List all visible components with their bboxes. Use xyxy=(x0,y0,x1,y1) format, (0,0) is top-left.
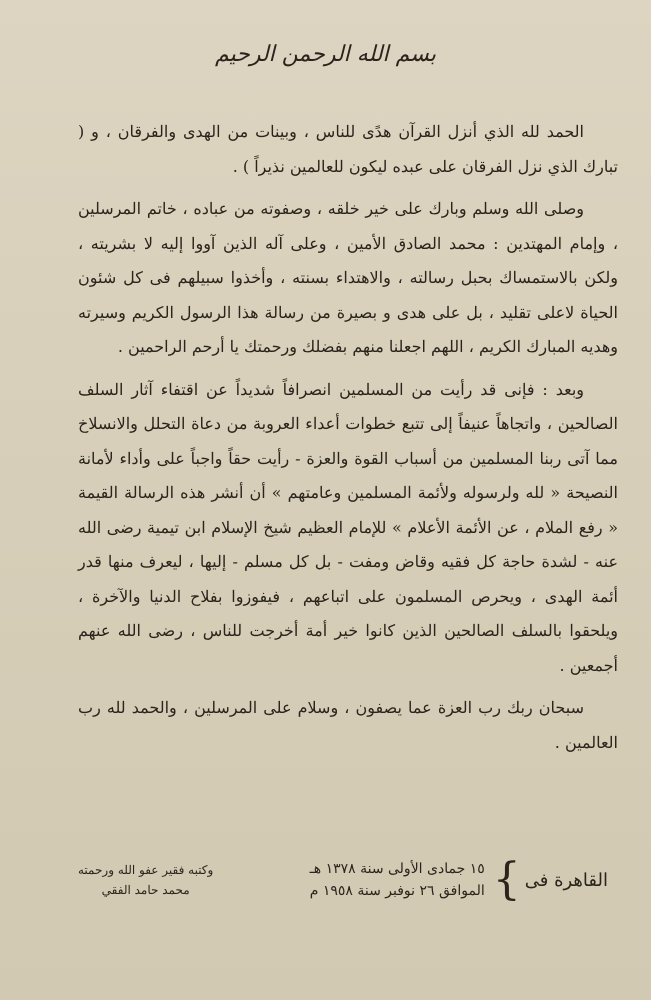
paragraph-closing: سبحان ربك رب العزة عما يصفون ، وسلام على المرسلين ، والحمد لله رب العالمين . xyxy=(78,698,618,752)
footer-date-hijri: ١٥ جمادى الأولى سنة ١٣٧٨ هـ xyxy=(309,861,485,877)
footer-signature xyxy=(78,860,213,900)
document-footer xyxy=(78,854,608,905)
signature-line-1: وكتبه فقير عفو الله ورحمته xyxy=(78,863,214,877)
footer-place: القاهرة فى xyxy=(524,869,608,891)
footer-date-gregorian: الموافق ٢٦ نوفبر سنة ١٩٥٨ م xyxy=(309,883,485,899)
footer-dates xyxy=(310,858,485,902)
brace-icon: } xyxy=(492,854,521,905)
paragraph-salutation: وصلى الله وسلم وبارك على خير خلقه ، وصفوته من عباده ، خاتم المرسلين ، وإمام المهتدين : محمد الصادق الأمين ، وعلى آله الذين آووا إليه لا بشريته ، ولكن بالاستمساك بحبل رسالته ، والاهتداء بسنته ، وأخذوا سبيلهم فى كل شئون الحياة لاعلى تقليد ، بل على هدى و بصيرة من رسالة هذا الرسول الكريم وسيرته وهديه المبارك الكريم ، اللهم اجعلنا منهم بفضلك ورحمتك يا أرحم الراحمين . xyxy=(78,199,618,356)
paragraph-praise: الحمد لله الذي أنزل القرآن هدًى للناس ، وبينات من الهدى والفرقان ، و ( تبارك الذي نزل الفرقان على عبده ليكون للعالمين نذيراً ) . xyxy=(78,122,618,176)
paragraph-intent: وبعد : فإنى قد رأيت من المسلمين انصرافاً شديداً عن اقتفاء آثار السلف الصالحين ، واتجاهاً عنيفاً إلى تتبع خطوات أعداء العروبة من دعاة التحلل والانسلاخ مما آتى ربنا المسلمين من أسباب القوة والعزة - رأيت حقاً واجباً على وأداء لأمانة النصيحة « لله ولرسوله ولأئمة المسلمين وعامتهم » أن أنشر هذه الرسالة القيمة « رفع الملام ، عن الأئمة الأعلام » للإمام العظيم شيخ الإسلام ابن تيمية رضى الله عنه - لشدة حاجة كل فقيه وقاض ومفت - بل كل مسلم - إليها ، ليعرف منها قدر أئمة الهدى ، ويحرص المسلمون على اتباعهم ، فيفوزوا بفلاح الدنيا والآخرة ، ويلحقوا بالسلف الصالحين الذين كانوا خير أمة أخرجت للناس ، رضى الله عنهم أجمعين . xyxy=(78,379,619,675)
basmala-heading: بسم الله الرحمن الرحيم xyxy=(214,42,437,67)
signature-name: محمد حامد الفقي xyxy=(101,883,190,897)
document-body xyxy=(78,105,618,760)
